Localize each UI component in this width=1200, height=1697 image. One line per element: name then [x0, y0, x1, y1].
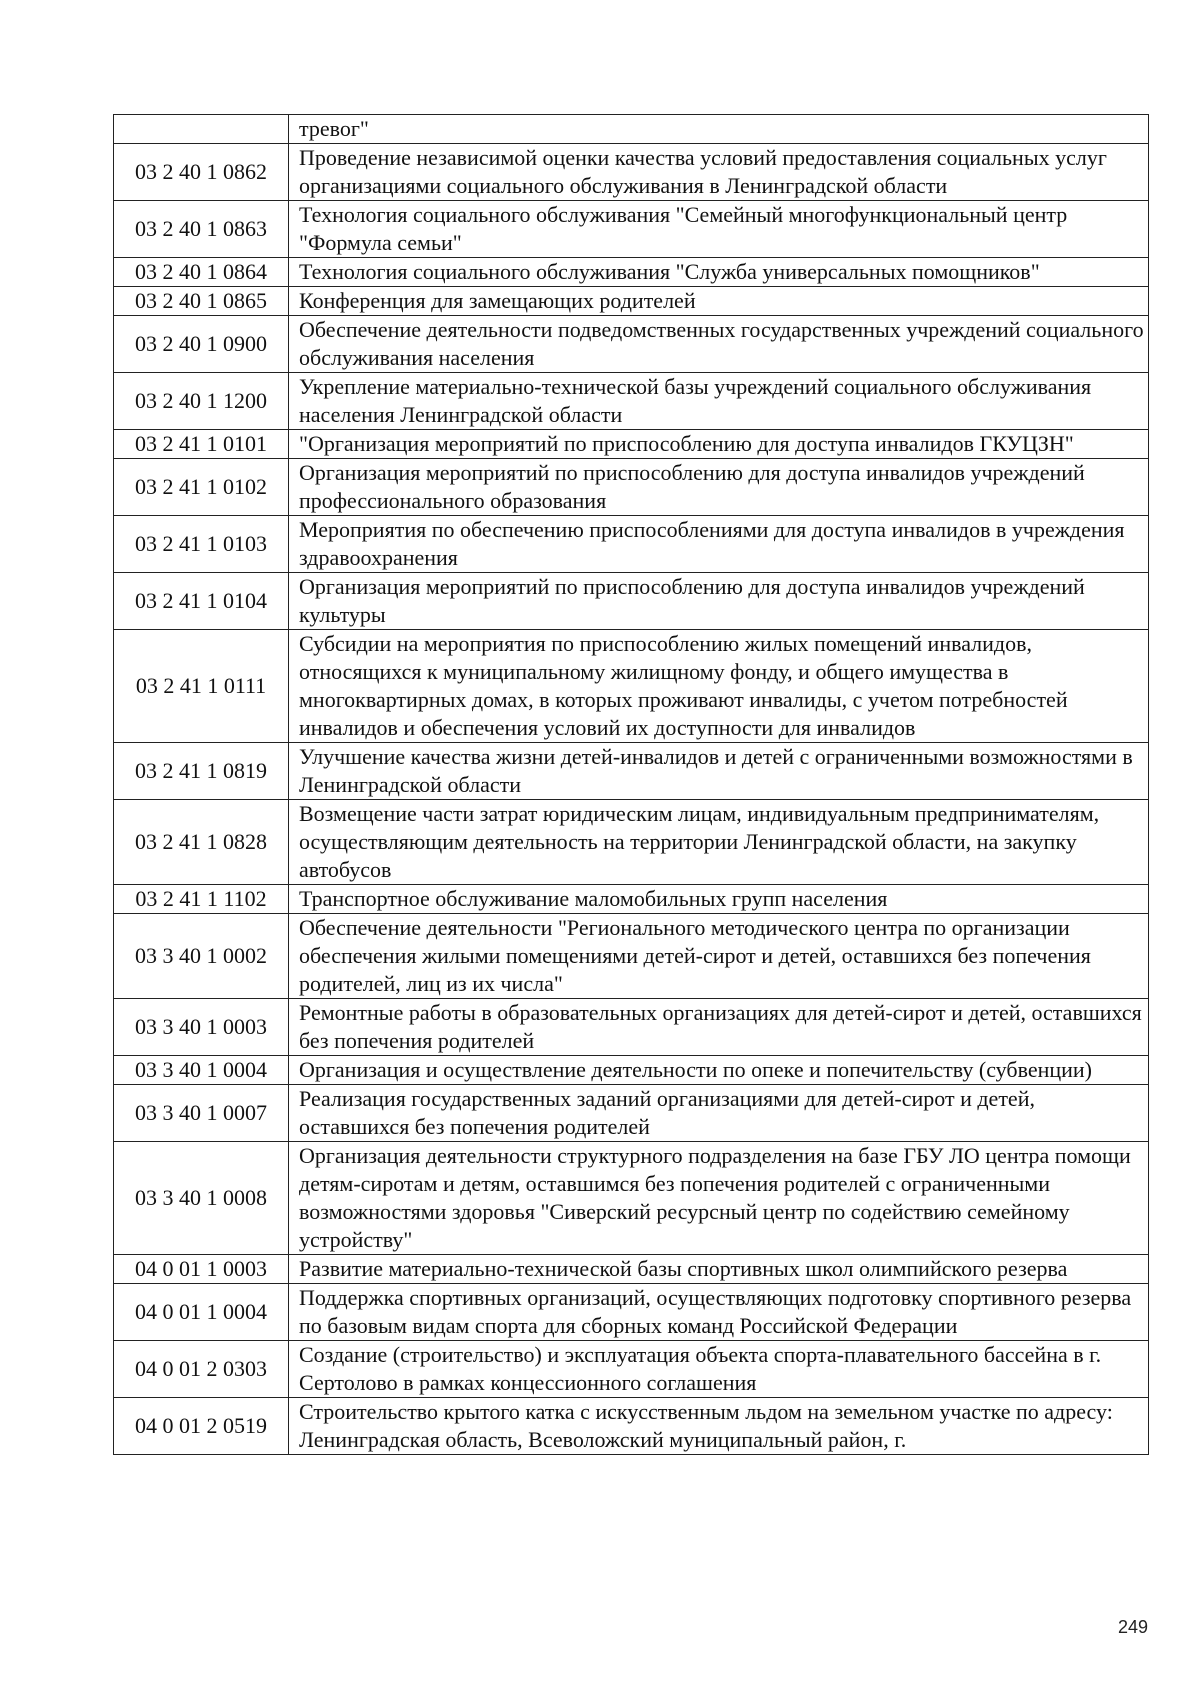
- table-row: [114, 1341, 1149, 1398]
- table-row: [114, 459, 1149, 516]
- code-cell: 04 0 01 1 0004: [114, 1284, 289, 1341]
- description-cell: Технология социального обслуживания "Семейный многофункциональный центр "Формула семьи": [289, 201, 1149, 258]
- table-row: [114, 201, 1149, 258]
- code-cell: 03 2 41 1 0111: [114, 630, 289, 743]
- code-cell: 03 3 40 1 0003: [114, 999, 289, 1056]
- description-cell: Улучшение качества жизни детей-инвалидов и детей с ограниченными возможностями в Ленинградской области: [289, 743, 1149, 800]
- code-cell: 03 2 40 1 0864: [114, 258, 289, 287]
- code-cell: 03 2 41 1 0102: [114, 459, 289, 516]
- code-cell: 03 2 41 1 0819: [114, 743, 289, 800]
- description-cell: Транспортное обслуживание маломобильных групп населения: [289, 885, 1149, 914]
- description-cell: Ремонтные работы в образовательных организациях для детей-сирот и детей, оставшихся без попечения родителей: [289, 999, 1149, 1056]
- description-cell: Возмещение части затрат юридическим лицам, индивидуальным предпринимателям, осуществляющим деятельность на территории Ленинградской области, на закупку автобусов: [289, 800, 1149, 885]
- description-cell: Реализация государственных заданий организациями для детей-сирот и детей, оставшихся без попечения родителей: [289, 1085, 1149, 1142]
- table-row: [114, 1085, 1149, 1142]
- code-cell: 03 2 41 1 0103: [114, 516, 289, 573]
- code-cell: 03 3 40 1 0002: [114, 914, 289, 999]
- table-row: [114, 1056, 1149, 1085]
- description-cell: Мероприятия по обеспечению приспособлениями для доступа инвалидов в учреждения здравоохранения: [289, 516, 1149, 573]
- description-cell: Организация деятельности структурного подразделения на базе ГБУ ЛО центра помощи детям-сиротам и детям, оставшимся без попечения родителей с ограниченными возможностями здоровья "Сиверский ресурсный центр по содействию семейному устройству": [289, 1142, 1149, 1255]
- description-cell: Укрепление материально-технической базы учреждений социального обслуживания населения Ленинградской области: [289, 373, 1149, 430]
- code-cell: 03 3 40 1 0007: [114, 1085, 289, 1142]
- description-cell: Развитие материально-технической базы спортивных школ олимпийского резерва: [289, 1255, 1149, 1284]
- code-cell: 03 2 40 1 0865: [114, 287, 289, 316]
- code-cell: 03 2 41 1 1102: [114, 885, 289, 914]
- description-cell: тревог": [289, 115, 1149, 144]
- code-cell: 04 0 01 2 0303: [114, 1341, 289, 1398]
- code-cell: 03 2 40 1 0862: [114, 144, 289, 201]
- code-cell: 03 2 40 1 0863: [114, 201, 289, 258]
- code-cell: 03 2 41 1 0101: [114, 430, 289, 459]
- description-cell: Проведение независимой оценки качества условий предоставления социальных услуг организациями социального обслуживания в Ленинградской области: [289, 144, 1149, 201]
- code-cell: 03 3 40 1 0004: [114, 1056, 289, 1085]
- code-cell: 03 2 41 1 0828: [114, 800, 289, 885]
- table-row: [114, 630, 1149, 743]
- table-row: [114, 115, 1149, 144]
- description-cell: Обеспечение деятельности "Регионального методического центра по организации обеспечения жилыми помещениями детей-сирот и детей, оставшихся без попечения родителей, лиц из их числа": [289, 914, 1149, 999]
- table-row: [114, 743, 1149, 800]
- table-row: [114, 316, 1149, 373]
- description-cell: "Организация мероприятий по приспособлению для доступа инвалидов ГКУЦЗН": [289, 430, 1149, 459]
- table-row: [114, 1255, 1149, 1284]
- code-cell: 03 3 40 1 0008: [114, 1142, 289, 1255]
- description-cell: Обеспечение деятельности подведомственных государственных учреждений социального обслуживания населения: [289, 316, 1149, 373]
- description-cell: Организация мероприятий по приспособлению для доступа инвалидов учреждений профессионального образования: [289, 459, 1149, 516]
- table-row: [114, 885, 1149, 914]
- table-row: [114, 516, 1149, 573]
- code-cell: 04 0 01 2 0519: [114, 1398, 289, 1455]
- page-number: 249: [1117, 1617, 1148, 1637]
- table-row: [114, 258, 1149, 287]
- table-row: [114, 800, 1149, 885]
- table-row: [114, 430, 1149, 459]
- budget-code-table: [113, 114, 1149, 1455]
- code-cell: 04 0 01 1 0003: [114, 1255, 289, 1284]
- description-cell: Конференция для замещающих родителей: [289, 287, 1149, 316]
- code-cell: [114, 115, 289, 144]
- code-cell: 03 2 40 1 1200: [114, 373, 289, 430]
- table-row: [114, 287, 1149, 316]
- description-cell: Поддержка спортивных организаций, осуществляющих подготовку спортивного резерва по базовым видам спорта для сборных команд Российской Федерации: [289, 1284, 1149, 1341]
- code-cell: 03 2 41 1 0104: [114, 573, 289, 630]
- description-cell: Строительство крытого катка с искусственным льдом на земельном участке по адресу: Ленинградская область, Всеволожский муниципальный район, г.: [289, 1398, 1149, 1455]
- code-cell: 03 2 40 1 0900: [114, 316, 289, 373]
- description-cell: Организация мероприятий по приспособлению для доступа инвалидов учреждений культуры: [289, 573, 1149, 630]
- table-row: [114, 1142, 1149, 1255]
- description-cell: Технология социального обслуживания "Служба универсальных помощников": [289, 258, 1149, 287]
- table-body: [114, 115, 1149, 1455]
- table-row: [114, 914, 1149, 999]
- description-cell: Организация и осуществление деятельности по опеке и попечительству (субвенции): [289, 1056, 1149, 1085]
- table-row: [114, 573, 1149, 630]
- table-row: [114, 1284, 1149, 1341]
- table-row: [114, 144, 1149, 201]
- table-row: [114, 1398, 1149, 1455]
- table-row: [114, 999, 1149, 1056]
- description-cell: Создание (строительство) и эксплуатация объекта спорта-плавательного бассейна в г. Сертолово в рамках концессионного соглашения: [289, 1341, 1149, 1398]
- description-cell: Субсидии на мероприятия по приспособлению жилых помещений инвалидов, относящихся к муниципальному жилищному фонду, и общего имущества в многоквартирных домах, в которых проживают инвалиды, с учетом потребностей инвалидов и обеспечения условий их доступности для инвалидов: [289, 630, 1149, 743]
- table-row: [114, 373, 1149, 430]
